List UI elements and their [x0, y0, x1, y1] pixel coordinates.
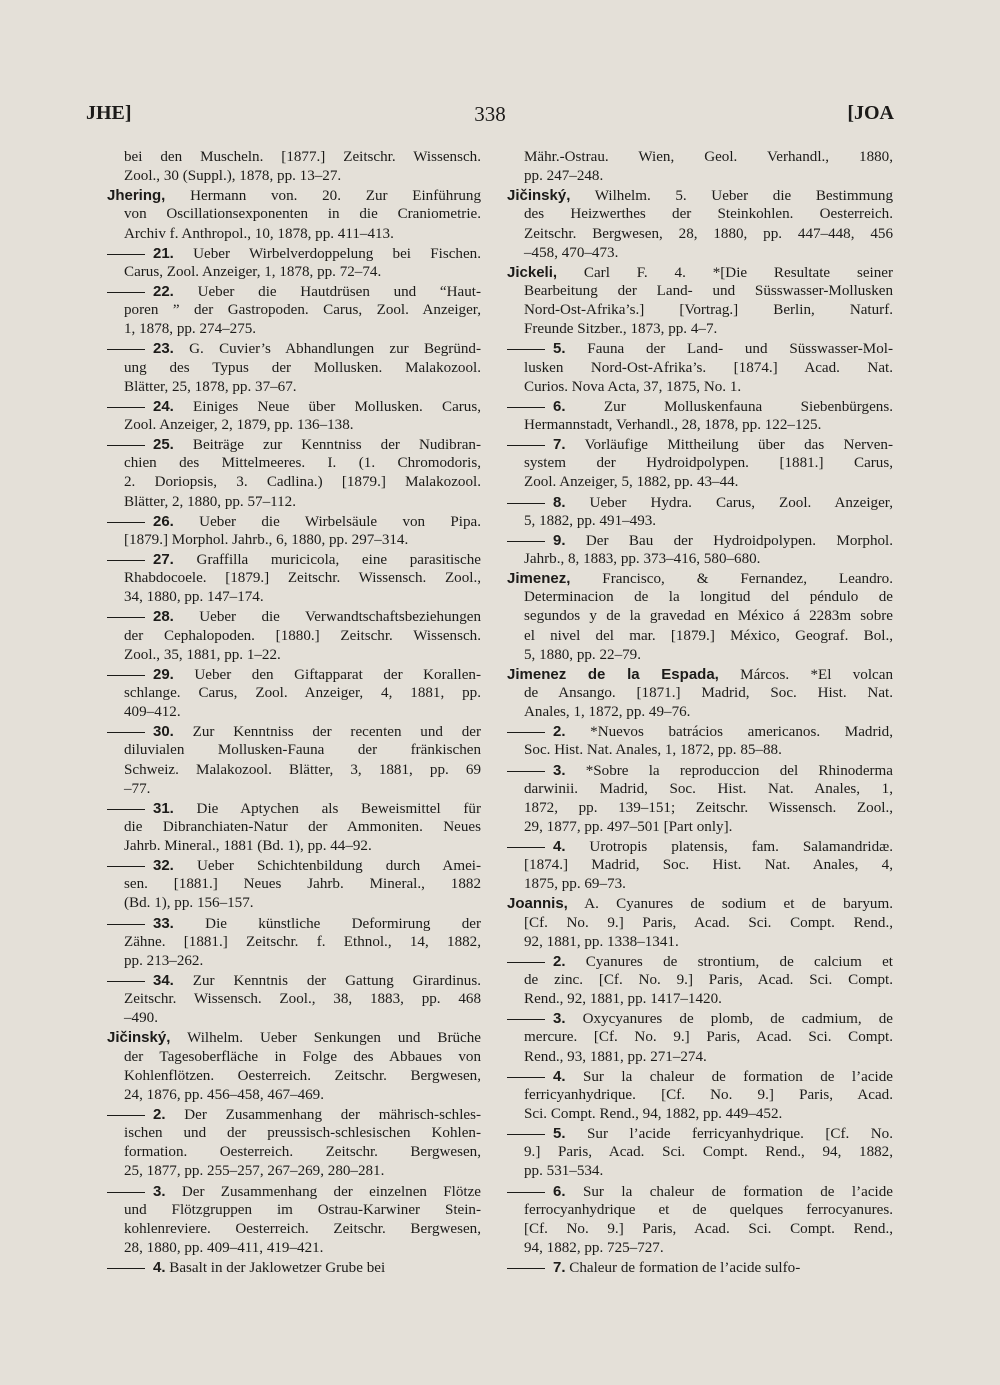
text-line: formation. Oesterreich. Zeitschr. Bergwesen, — [124, 1144, 481, 1161]
ditto-rule — [107, 924, 145, 925]
text-line: Mähr.-Ostrau. Wien, Geol. Verhandl., 1880, — [524, 149, 893, 165]
text-line: diluvialen Mollusken-Fauna der fränkischen — [124, 742, 481, 759]
text-line: Carus, Zool. Anzeiger, 1, 1878, pp. 72–74. — [124, 263, 382, 280]
text-line — [507, 722, 893, 741]
text-line: Zool. Anzeiger, 5, 1882, pp. 43–44. — [524, 474, 739, 491]
ditto-rule — [107, 617, 145, 618]
ditto-rule — [107, 445, 145, 446]
entry-number: 22. — [153, 282, 174, 300]
text-line: von Oscillationsexponenten in die Craniometrie. — [124, 206, 481, 223]
text-line: Freunde Sitzber., 1873, pp. 4–7. — [524, 321, 718, 338]
text-line: der Cephalopoden. [1880.] Zeitschr. Wissensch. — [124, 627, 481, 644]
entry-text: 2. Cyanures de strontium, de calcium et — [553, 952, 893, 970]
text-line: der Tagesoberfläche in Folge des Abbaues von — [124, 1048, 481, 1065]
entry-number: 25. — [153, 436, 174, 454]
text-line: 25, 1877, pp. 255–257, 267–269, 280–281. — [124, 1163, 385, 1180]
text-line: 1872, pp. 139–151; Zeitschr. Wissensch. Zool., — [524, 799, 893, 816]
text-line: 1875, pp. 69–73. — [524, 876, 626, 893]
entry-number: 2. — [553, 952, 566, 970]
page-header — [86, 102, 894, 132]
entry-text: 26. Ueber die Wirbelsäule von Pipa. — [153, 512, 481, 530]
ditto-rule — [507, 541, 545, 542]
text-line: system der Hydroidpolypen. [1881.] Carus, — [524, 455, 893, 472]
ditto-rule — [107, 866, 145, 867]
text-line: Archiv f. Anthropol., 10, 1878, pp. 411–413. — [124, 225, 394, 242]
text-line — [507, 1258, 893, 1277]
entry-text: 28. Ueber die Verwandtschaftsbeziehungen — [153, 608, 481, 626]
text-line: Jickeli, Carl F. 4. *[Die Resultate seiner — [507, 263, 893, 281]
entry-text: 8. Ueber Hydra. Carus, Zool. Anzeiger, — [553, 493, 893, 511]
text-line: Blätter, 25, 1878, pp. 37–67. — [124, 378, 297, 395]
ditto-rule — [107, 522, 145, 523]
text-line — [107, 722, 481, 741]
entry-number: 4. — [553, 1067, 566, 1085]
entry-number: 6. — [553, 1182, 566, 1200]
text-line: de zinc. [Cf. No. 9.] Paris, Acad. Sci. Compt. — [524, 972, 893, 989]
text-line: ischen und der preussisch-schlesischen Kohlen- — [124, 1125, 481, 1142]
text-line: pp. 213–262. — [124, 952, 204, 969]
text-line: 5, 1880, pp. 22–79. — [524, 646, 641, 663]
text-line: Jahrb., 8, 1883, pp. 373–416, 580–680. — [524, 550, 761, 567]
entry-number: 7. — [553, 436, 566, 454]
ditto-rule — [507, 1077, 545, 1078]
entry-number: 3. — [553, 761, 566, 779]
text-line: Zool., 30 (Suppl.), 1878, pp. 13–27. — [124, 168, 342, 185]
entry-text: 4. Urotropis platensis, fam. Salamandridæ. — [553, 838, 893, 856]
entry-number: 3. — [553, 1010, 566, 1028]
entry-text: 6. Sur la chaleur de formation de l’acide — [553, 1182, 893, 1200]
entry-text: 23. G. Cuvier’s Abhandlungen zur Begründ- — [153, 340, 481, 358]
text-line: –458, 470–473. — [524, 244, 619, 261]
ditto-rule — [107, 732, 145, 733]
text-line: ferricyanhydrique. [Cf. No. 9.] Paris, Acad. — [524, 1086, 893, 1103]
ditto-rule — [507, 407, 545, 408]
text-line: poren ” der Gastropoden. Carus, Zool. Anzeiger, — [124, 302, 481, 319]
author-heading: Jičinský, — [107, 1029, 171, 1047]
ditto-rule — [107, 1192, 145, 1193]
entry-text: 30. Zur Kenntniss der recenten und der — [153, 723, 481, 741]
entry-number: 33. — [153, 914, 174, 932]
text-line: Jičinský, Wilhelm. Ueber Senkungen und Brüche — [107, 1029, 481, 1047]
header-left-entry-range: JHE] — [86, 102, 132, 124]
entry-text: 6. Zur Molluskenfauna Siebenbürgens. — [553, 397, 893, 415]
text-line — [507, 1009, 893, 1028]
entry-number: 34. — [153, 972, 174, 990]
text-line: kohlenreviere. Oesterreich. Zeitschr. Bergwesen, — [124, 1220, 481, 1237]
entry-text: 4. Basalt in der Jaklowetzer Grube bei — [153, 1259, 386, 1277]
text-line — [507, 397, 893, 416]
text-line: Curios. Nova Acta, 37, 1875, No. 1. — [524, 378, 742, 395]
page-number: 338 — [474, 102, 506, 126]
entry-text: 33. Die künstliche Deformirung der — [153, 914, 481, 932]
text-line: 24, 1876, pp. 456–458, 467–469. — [124, 1086, 324, 1103]
entry-text: 2. Der Zusammenhang der mährisch-schles- — [153, 1106, 481, 1124]
text-line: Rend., 92, 1881, pp. 1417–1420. — [524, 991, 722, 1008]
entry-text: 7. Vorläufige Mittheilung über das Nerven- — [553, 436, 893, 454]
entry-text: 29. Ueber den Giftapparat der Korallen- — [153, 665, 481, 683]
text-line — [507, 761, 893, 780]
text-line: mercure. [Cf. No. 9.] Paris, Acad. Sci. Compt. — [524, 1029, 893, 1046]
entry-number: 23. — [153, 340, 174, 358]
text-line: 92, 1881, pp. 1338–1341. — [524, 933, 679, 950]
text-line: chien des Mittelmeeres. I. (1. Chromodoris, — [124, 455, 481, 472]
text-line: pp. 247–248. — [524, 168, 604, 185]
entry-number: 2. — [153, 1106, 166, 1124]
ditto-rule — [107, 560, 145, 561]
text-line: [Cf. No. 9.] Paris, Acad. Sci. Compt. Rend., — [524, 1220, 893, 1237]
text-line: Jahrb. Mineral., 1881 (Bd. 1), pp. 44–92. — [124, 838, 372, 855]
text-line — [107, 282, 481, 301]
text-line: [1874.] Madrid, Soc. Hist. Nat. Anales, 4, — [524, 857, 893, 874]
ditto-rule — [107, 1115, 145, 1116]
ditto-rule — [507, 1268, 545, 1269]
text-line — [107, 397, 481, 416]
entry-number: 28. — [153, 608, 174, 626]
text-line: (Bd. 1), pp. 156–157. — [124, 895, 254, 912]
author-heading: Joannis, — [507, 895, 568, 913]
entry-number: 2. — [553, 723, 566, 741]
entry-text: 32. Ueber Schichtenbildung durch Amei- — [153, 857, 481, 875]
author-heading: Jičinský, — [507, 187, 571, 205]
entry-number: 8. — [553, 493, 566, 511]
entry-number: 3. — [153, 1182, 166, 1200]
entry-text: 4. Sur la chaleur de formation de l’acide — [553, 1067, 893, 1085]
text-line: bei den Muscheln. [1877.] Zeitschr. Wissensch. — [124, 149, 481, 165]
text-line: 29, 1877, pp. 497–501 [Part only]. — [524, 818, 733, 835]
ditto-rule — [507, 847, 545, 848]
text-line: 9.] Paris, Acad. Sci. Compt. Rend., 94, 1882, — [524, 1144, 893, 1161]
entry-text: 9. Der Bau der Hydroidpolypen. Morphol. — [553, 531, 893, 549]
text-line: ung des Typus der Mollusken. Malakozool. — [124, 359, 481, 376]
text-line: de Ansango. [1871.] Madrid, Soc. Hist. Nat. — [524, 684, 893, 701]
text-line — [507, 1182, 893, 1201]
entry-number: 27. — [153, 550, 174, 568]
ditto-rule — [107, 292, 145, 293]
entry-number: 21. — [153, 244, 174, 262]
left-column — [107, 148, 481, 1277]
entry-text: 3. Der Zusammenhang der einzelnen Flötze — [153, 1182, 481, 1200]
text-line — [507, 531, 893, 550]
ditto-rule — [507, 771, 545, 772]
author-heading: Jimenez de la Espada, — [507, 665, 719, 683]
entry-text: 31. Die Aptychen als Beweismittel für — [153, 799, 481, 817]
text-line: pp. 531–534. — [524, 1163, 604, 1180]
text-line: Determinacion de la longitud del péndulo de — [524, 589, 893, 606]
text-line: schlange. Carus, Zool. Anzeiger, 4, 1881, pp. — [124, 684, 481, 701]
entry-text: 24. Einiges Neue über Mollusken. Carus, — [153, 397, 481, 415]
text-line: die Dibranchiaten-Natur der Ammoniten. Neues — [124, 818, 481, 835]
text-line — [507, 435, 893, 454]
text-line — [107, 665, 481, 684]
text-line: Schweiz. Malakozool. Blätter, 3, 1881, pp. 69 — [124, 761, 481, 778]
entry-number: 5. — [553, 340, 566, 358]
text-line: lusken Nord-Ost-Afrika’s. [1874.] Acad. Nat. — [524, 359, 893, 376]
entry-text: 21. Ueber Wirbelverdoppelung bei Fischen. — [153, 244, 481, 262]
ditto-rule — [107, 809, 145, 810]
text-line — [107, 971, 481, 990]
text-line — [507, 1067, 893, 1086]
ditto-rule — [507, 1192, 545, 1193]
entry-number: 6. — [553, 397, 566, 415]
text-line: Rhabdocoele. [1879.] Zeitschr. Wissensch. Zool., — [124, 570, 481, 587]
text-line — [107, 244, 481, 263]
text-line: Sci. Compt. Rend., 94, 1882, pp. 449–452. — [524, 1106, 783, 1123]
ditto-rule — [507, 732, 545, 733]
entry-text: 3. *Sobre la reproduccion del Rhinoderma — [553, 761, 893, 779]
text-line: Zool. Anzeiger, 2, 1879, pp. 136–138. — [124, 416, 354, 433]
text-line — [107, 914, 481, 933]
text-line — [107, 856, 481, 875]
entry-text: 5. Fauna der Land- und Süsswasser-Mol- — [553, 340, 893, 358]
author-heading: Jickeli, — [507, 263, 558, 281]
text-line — [107, 1105, 481, 1124]
text-line — [507, 837, 893, 856]
text-line: darwinii. Madrid, Soc. Hist. Nat. Anales, 1, — [524, 780, 893, 797]
ditto-rule — [507, 1134, 545, 1135]
entry-text: 25. Beiträge zur Kenntniss der Nudibran- — [153, 436, 481, 454]
entry-text: 7. Chaleur de formation de l’acide sulfo- — [553, 1259, 801, 1277]
entry-number: 7. — [553, 1259, 566, 1277]
text-line: ferrocyanhydrique et de quelques ferrocyanures. — [524, 1201, 893, 1218]
ditto-rule — [507, 349, 545, 350]
text-line — [107, 550, 481, 569]
text-line: [Cf. No. 9.] Paris, Acad. Sci. Compt. Rend., — [524, 914, 893, 931]
entry-number: 5. — [553, 1125, 566, 1143]
entry-number: 29. — [153, 665, 174, 683]
entry-number: 26. — [153, 512, 174, 530]
text-line: Bearbeitung der Land- und Süsswasser-Mollusken — [524, 282, 893, 299]
ditto-rule — [507, 445, 545, 446]
text-line — [107, 1258, 481, 1277]
entry-text: 27. Graffilla muricicola, eine parasitische — [153, 550, 481, 568]
text-line — [107, 435, 481, 454]
entry-number: 30. — [153, 723, 174, 741]
text-line — [507, 952, 893, 971]
ditto-rule — [507, 503, 545, 504]
right-column — [507, 148, 893, 1277]
ditto-rule — [107, 675, 145, 676]
text-line: segundos y de la gravedad en México á 2283m sobre — [524, 608, 893, 625]
ditto-rule — [107, 407, 145, 408]
text-line: Nord-Ost-Afrika’s.] [Vortrag.] Berlin, Naturf. — [524, 302, 893, 319]
header-right-entry-range: [JOA — [847, 102, 894, 124]
text-line: 409–412. — [124, 704, 181, 721]
text-line — [507, 339, 893, 358]
entry-text: 3. Oxycyanures de plomb, de cadmium, de — [553, 1010, 893, 1028]
text-line: Zeitschr. Wissensch. Zool., 38, 1883, pp. 468 — [124, 991, 481, 1008]
ditto-rule — [107, 1268, 145, 1269]
entry-text: 2. *Nuevos batrácios americanos. Madrid, — [553, 723, 893, 741]
text-line: sen. [1881.] Neues Jahrb. Mineral., 1882 — [124, 876, 481, 893]
entry-number: 32. — [153, 857, 174, 875]
text-line — [107, 799, 481, 818]
entry-text: 5. Sur l’acide ferricyanhydrique. [Cf. No. — [553, 1125, 893, 1143]
text-line: Jimenez de la Espada, Márcos. *El volcan — [507, 665, 893, 683]
entry-number: 4. — [153, 1259, 166, 1277]
text-line: Jičinský, Wilhelm. 5. Ueber die Bestimmung — [507, 187, 893, 205]
text-line — [107, 1182, 481, 1201]
ditto-rule — [107, 254, 145, 255]
text-line: Jimenez, Francisco, & Fernandez, Leandro. — [507, 570, 893, 588]
ditto-rule — [507, 962, 545, 963]
text-line: Kohlenflötzen. Oesterreich. Zeitschr. Bergwesen, — [124, 1067, 481, 1084]
text-line: 28, 1880, pp. 409–411, 419–421. — [124, 1240, 324, 1257]
text-line: Hermannstadt, Verhandl., 28, 1878, pp. 122–125. — [524, 416, 822, 433]
ditto-rule — [107, 981, 145, 982]
text-line: –490. — [124, 1010, 158, 1027]
text-line — [107, 607, 481, 626]
author-heading: Jhering, — [107, 187, 166, 205]
text-line: Soc. Hist. Nat. Anales, 1, 1872, pp. 85–88. — [524, 742, 782, 759]
text-line: Rend., 93, 1881, pp. 271–274. — [524, 1048, 707, 1065]
entry-number: 24. — [153, 397, 174, 415]
ditto-rule — [107, 349, 145, 350]
text-line — [107, 339, 481, 358]
entry-number: 9. — [553, 531, 566, 549]
text-line: Zool., 35, 1881, pp. 1–22. — [124, 646, 281, 663]
entry-number: 4. — [553, 838, 566, 856]
text-line: Zähne. [1881.] Zeitschr. f. Ethnol., 14, 1882, — [124, 933, 481, 950]
text-line: 94, 1882, pp. 725–727. — [524, 1240, 664, 1257]
text-line: Anales, 1, 1872, pp. 49–76. — [524, 704, 691, 721]
author-heading: Jimenez, — [507, 570, 571, 588]
text-line: Zeitschr. Bergwesen, 28, 1880, pp. 447–448, 456 — [524, 225, 893, 242]
text-line: 5, 1882, pp. 491–493. — [524, 512, 657, 529]
entry-text: 22. Ueber die Hautdrüsen und “Haut- — [153, 282, 481, 300]
text-line — [107, 512, 481, 531]
text-line: 34, 1880, pp. 147–174. — [124, 589, 264, 606]
text-line: Joannis, A. Cyanures de sodium et de baryum. — [507, 895, 893, 913]
entry-text: 34. Zur Kenntnis der Gattung Girardinus. — [153, 972, 481, 990]
text-line: und Flötzgruppen im Ostrau-Karwiner Stein- — [124, 1201, 481, 1218]
text-line: [1879.] Morphol. Jahrb., 6, 1880, pp. 297–314. — [124, 531, 409, 548]
text-line: Jhering, Hermann von. 20. Zur Einführung — [107, 187, 481, 205]
text-line — [507, 1124, 893, 1143]
ditto-rule — [507, 1019, 545, 1020]
text-line: Blätter, 2, 1880, pp. 57–112. — [124, 493, 296, 510]
entry-number: 31. — [153, 799, 174, 817]
text-line: –77. — [124, 780, 151, 797]
text-line: el nivel del mar. [1879.] México, Geograf. Bol., — [524, 627, 893, 644]
text-line — [507, 493, 893, 512]
text-line: 2. Doriopsis, 3. Cadlina.) [1879.] Malakozool. — [124, 474, 481, 491]
text-line: des Heizwerthes der Steinkohlen. Oesterreich. — [524, 206, 893, 223]
text-line: 1, 1878, pp. 274–275. — [124, 321, 257, 338]
